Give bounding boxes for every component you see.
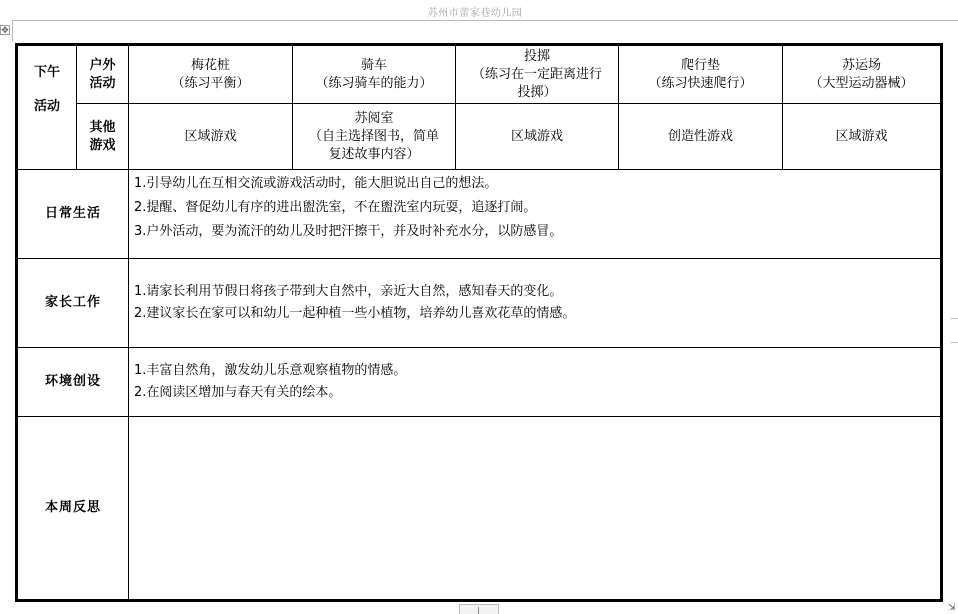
outdoor-cell-cycling: 骑车 （练习骑车的能力） <box>293 45 456 104</box>
outdoor-activity-row <box>17 45 942 104</box>
daily-life-item: 2.提醒、督促幼儿有序的进出盥洗室，不在盥洗室内玩耍，追逐打闹。 <box>134 200 537 215</box>
header-rule <box>12 20 958 21</box>
page-bottom-tab-mark <box>478 607 479 614</box>
parent-work-label: 家长工作 <box>17 259 129 348</box>
parent-work-item: 1.请家长利用节假日将孩子带到大自然中，亲近大自然，感知春天的变化。 <box>134 284 563 299</box>
daily-life-content <box>129 170 942 259</box>
header-margin-mark <box>12 20 13 42</box>
outdoor-cell-sports-field: 苏运场 （大型运动器械） <box>783 45 942 104</box>
afternoon-activity-label-cell <box>17 45 77 170</box>
daily-life-item: 3.户外活动，要为流汗的幼儿及时把汗擦干，并及时补充水分，以防感冒。 <box>134 224 563 239</box>
table-move-handle-icon[interactable]: ✥ <box>1 26 9 36</box>
parent-work-item: 2.建议家长在家可以和幼儿一起种植一些小植物，培养幼儿喜欢花草的情感。 <box>134 306 576 321</box>
game-cell-reading-room: 苏阅室 （自主选择图书，简单 复述故事内容） <box>293 104 456 170</box>
other-games-label: 其他 游戏 <box>77 104 129 170</box>
page-header-title: 苏州市蕾家巷幼儿园 <box>427 8 523 19</box>
weekly-reflection-content[interactable] <box>129 417 942 601</box>
afternoon-label-top: 下午 <box>33 65 60 80</box>
parent-work-content <box>129 259 942 348</box>
right-margin-mark-bottom <box>950 342 958 343</box>
right-margin-mark-top <box>950 318 958 319</box>
environment-label: 环境创设 <box>17 348 129 417</box>
daily-life-item: 1.引导幼儿在互相交流或游戏活动时，能大胆说出自己的想法。 <box>134 176 498 191</box>
environment-row <box>17 348 942 417</box>
outdoor-cell-crawling-mat: 爬行垫 （练习快速爬行） <box>619 45 783 104</box>
game-cell-1: 区域游戏 <box>129 104 293 170</box>
page-bottom-tab[interactable] <box>459 604 499 614</box>
weekly-reflection-row <box>17 417 942 601</box>
weekly-reflection-label: 本周反思 <box>17 417 129 601</box>
weekly-plan-table <box>15 43 943 602</box>
parent-work-row <box>17 259 942 348</box>
environment-item: 1.丰富自然角，激发幼儿乐意观察植物的情感。 <box>134 363 407 378</box>
game-cell-3: 区域游戏 <box>456 104 619 170</box>
daily-life-label: 日常生活 <box>17 170 129 259</box>
environment-item: 2.在阅读区增加与春天有关的绘本。 <box>134 385 342 400</box>
environment-content <box>129 348 942 417</box>
game-cell-5: 区域游戏 <box>783 104 942 170</box>
afternoon-label-bottom: 活动 <box>33 99 60 114</box>
outdoor-cell-throwing: 投掷 （练习在一定距离进行 投掷） <box>456 45 619 104</box>
outdoor-cell-plum-stakes: 梅花桩 （练习平衡） <box>129 45 293 104</box>
outdoor-activity-label: 户外 活动 <box>77 45 129 104</box>
game-cell-creative: 创造性游戏 <box>619 104 783 170</box>
other-games-row <box>17 104 942 170</box>
daily-life-row <box>17 170 942 259</box>
table-resize-handle-icon[interactable]: ⇲ <box>948 603 956 613</box>
